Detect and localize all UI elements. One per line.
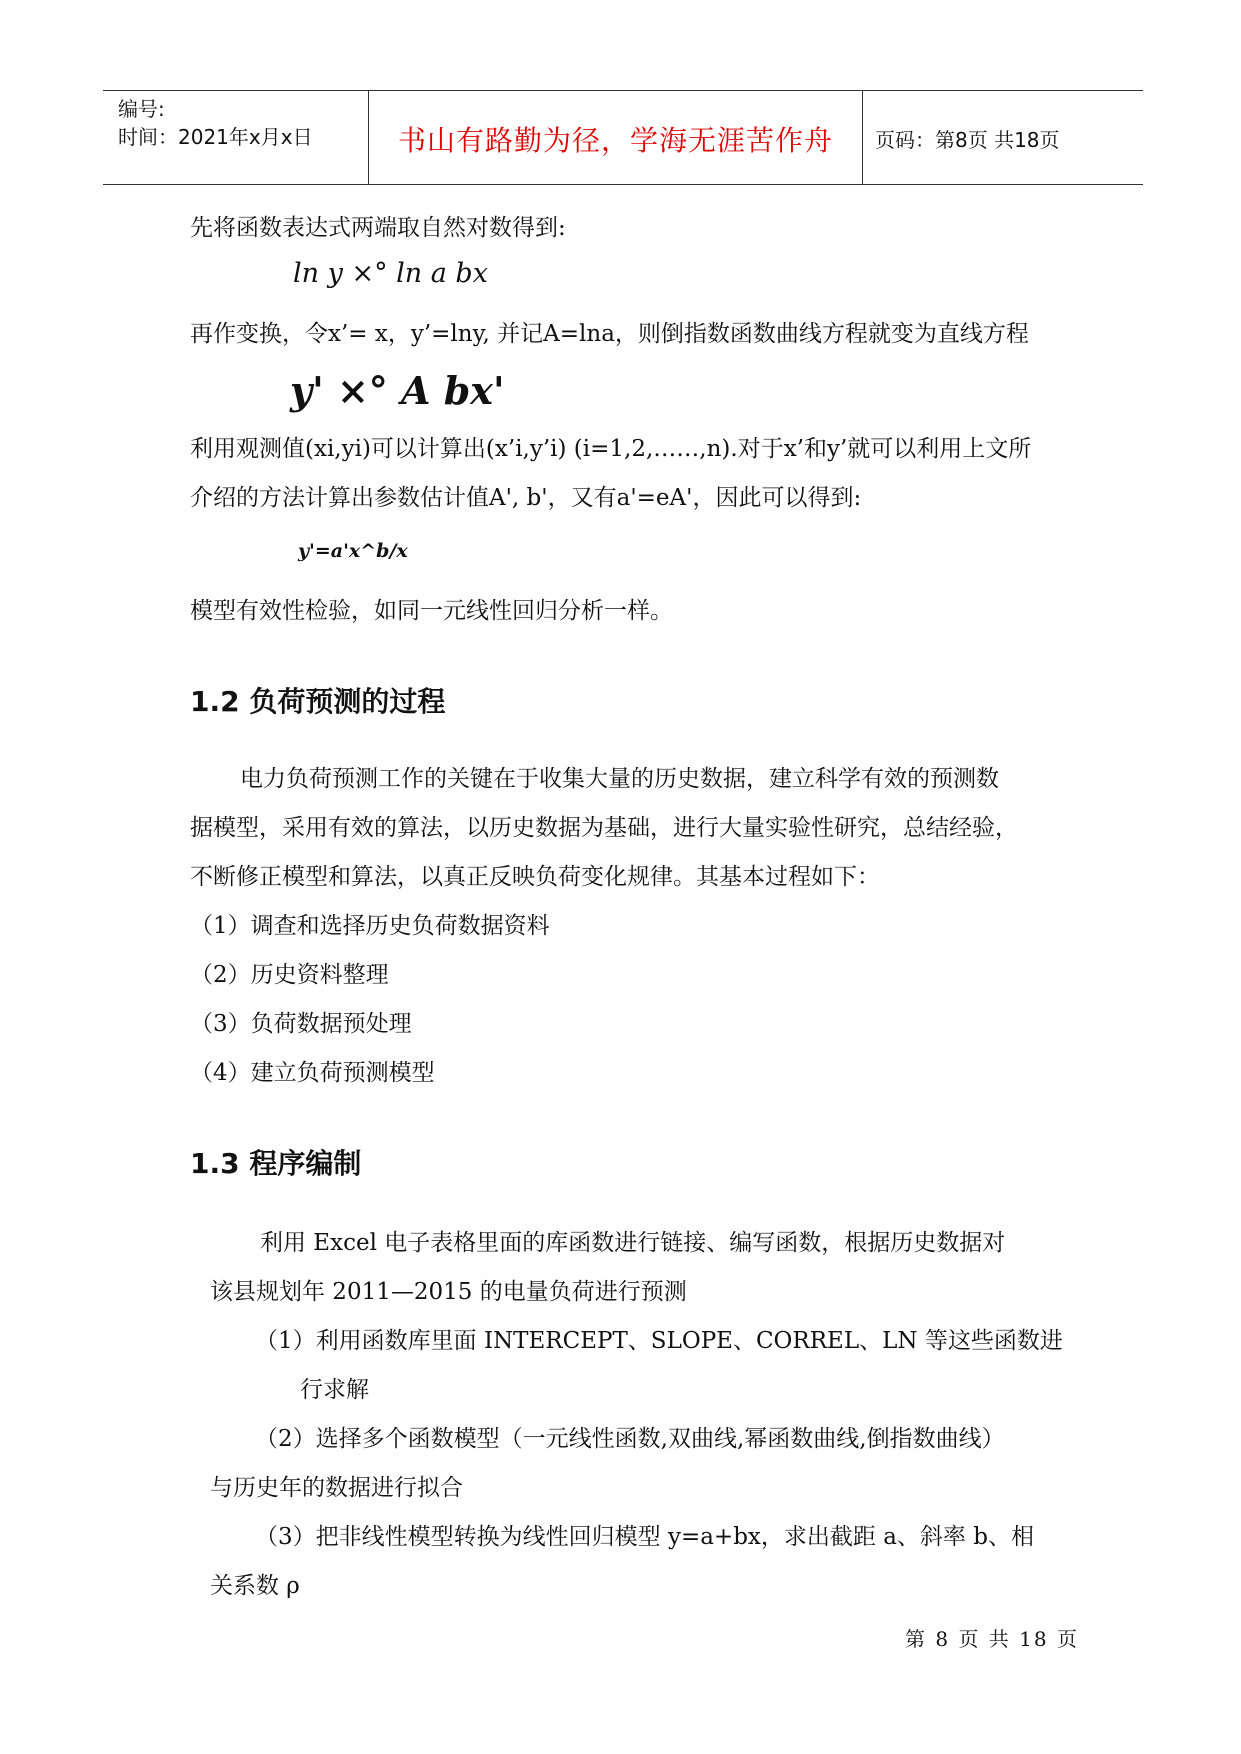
formula-result: y'=a'x^b/x (298, 540, 408, 562)
paragraph-log-intro: 先将函数表达式两端取自然对数得到: (190, 215, 566, 241)
paragraph-transform: 再作变换，令x’= x，y’=lny, 并记A=lna，则倒指数函数曲线方程就变为直线方程 (190, 321, 1029, 347)
paragraph-estimates: 介绍的方法计算出参数估计值A', b'，又有a'=eA'，因此可以得到: (190, 485, 862, 511)
paragraph-validation: 模型有效性检验，如同一元线性回归分析一样。 (190, 598, 673, 624)
paragraph-step-2-cont: 与历史年的数据进行拟合 (210, 1475, 463, 1501)
paragraph-step-2: （2）选择多个函数模型（一元线性函数,双曲线,幂函数曲线,倒指数曲线） (255, 1426, 1005, 1452)
formula-linear: y' ×° A bx' (290, 368, 505, 413)
paragraph-load-forecast-3: 不断修正模型和算法，以真正反映负荷变化规律。其基本过程如下： (190, 864, 880, 890)
paragraph-step-1: （1）利用函数库里面 INTERCEPT、SLOPE、CORREL、LN 等这些函数进 (255, 1328, 1063, 1354)
header-page-cell (863, 91, 1143, 184)
paragraph-step-1-cont: 行求解 (300, 1377, 369, 1403)
list-item: （3）负荷数据预处理 (190, 1011, 412, 1037)
section-heading-1-2: 1.2 负荷预测的过程 (190, 685, 446, 718)
paragraph-load-forecast-2: 据模型，采用有效的算法，以历史数据为基础，进行大量实验性研究，总结经验， (190, 815, 1018, 841)
paragraph-program-2: 该县规划年 2011—2015 的电量负荷进行预测 (210, 1279, 687, 1305)
paragraph-observations: 利用观测值(xi,yi)可以计算出(x’i,y’i) (i=1,2,……,n).对于x’和y’就可以利用上文所 (190, 436, 1032, 462)
header-motto: 书山有路勤为径，学海无涯苦作舟 (397, 124, 833, 157)
doc-number-label: 编号: (118, 97, 165, 121)
paragraph-program-1: 利用 Excel 电子表格里面的库函数进行链接、编写函数，根据历史数据对 (260, 1230, 1006, 1256)
document-header (103, 90, 1143, 185)
page-footer: 第 8 页 共 18 页 (905, 1627, 1079, 1651)
list-item: （1）调查和选择历史负荷数据资料 (190, 913, 550, 939)
header-page-label: 页码：第8页 共18页 (875, 128, 1060, 152)
header-motto-cell (368, 91, 863, 184)
list-item: （2）历史资料整理 (190, 962, 389, 988)
paragraph-step-3: （3）把非线性模型转换为线性回归模型 y=a+bx，求出截距 a、斜率 b、相 (255, 1524, 1034, 1550)
section-heading-1-3: 1.3 程序编制 (190, 1147, 362, 1180)
paragraph-step-3-cont: 关系数 ρ (210, 1573, 300, 1599)
paragraph-load-forecast-1: 电力负荷预测工作的关键在于收集大量的历史数据，建立科学有效的预测数 (240, 766, 999, 792)
doc-time-label: 时间：2021年x月x日 (118, 125, 313, 149)
formula-ln: ln y ×° ln a bx (293, 258, 488, 289)
list-item: （4）建立负荷预测模型 (190, 1060, 435, 1086)
header-meta-cell (103, 91, 368, 184)
